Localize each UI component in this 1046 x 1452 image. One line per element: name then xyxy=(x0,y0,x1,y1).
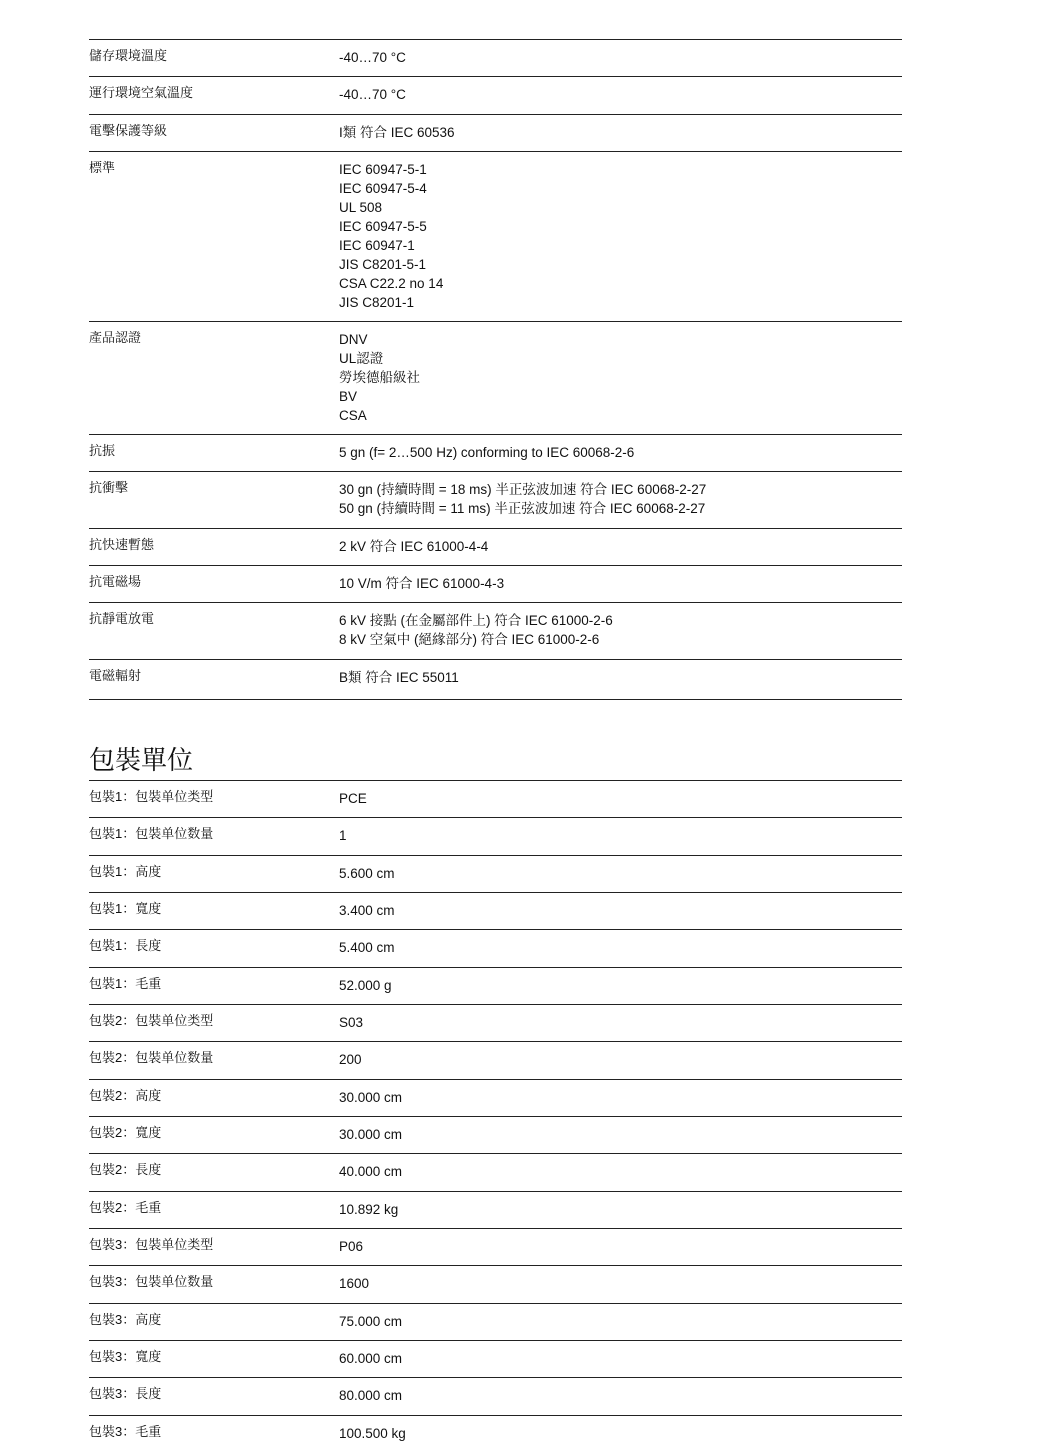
packaging-label: 包裝3：包裝单位类型 xyxy=(89,1236,214,1252)
packaging-label: 包裝2：包裝单位类型 xyxy=(89,1012,214,1028)
spec-value-line: B類 符合 IEC 55011 xyxy=(339,669,459,685)
spec-value xyxy=(339,566,902,602)
packaging-row xyxy=(89,1415,902,1452)
packaging-label: 包裝1：包裝单位数量 xyxy=(89,826,214,842)
packaging-value: 1600 xyxy=(339,1276,370,1292)
spec-value-line: I類 符合 IEC 60536 xyxy=(339,124,455,140)
spec-value-line: JIS C8201-5-1 xyxy=(339,257,427,273)
spec-label: 產品認證 xyxy=(89,329,142,345)
spec-value-line: CSA C22.2 no 14 xyxy=(339,276,444,292)
packaging-row xyxy=(89,1377,902,1414)
spec-row xyxy=(89,39,902,76)
packaging-label: 包裝1：高度 xyxy=(89,863,162,879)
spec-value xyxy=(339,77,902,113)
spec-value-line: DNV xyxy=(339,331,368,347)
packaging-label: 包裝1：包裝单位类型 xyxy=(89,788,214,804)
spec-value-line: IEC 60947-1 xyxy=(339,238,415,254)
spec-value-line: BV xyxy=(339,388,358,404)
spec-label: 標準 xyxy=(89,160,116,176)
packaging-row xyxy=(89,1004,902,1041)
packaging-value: 30.000 cm xyxy=(339,1089,403,1105)
packaging-label: 包裝3：寬度 xyxy=(89,1349,162,1364)
packaging-row xyxy=(89,1191,902,1228)
packaging-row xyxy=(89,1228,902,1265)
spec-value xyxy=(339,472,902,528)
packaging-table xyxy=(89,780,902,1452)
spec-value xyxy=(339,529,902,565)
packaging-label: 包裝3：包裝单位数量 xyxy=(89,1274,214,1290)
spec-label: 抗電磁場 xyxy=(89,573,142,589)
packaging-label: 包裝2：包裝单位数量 xyxy=(89,1050,214,1066)
spec-label: 抗快速暫態 xyxy=(89,536,155,552)
spec-value-line: 10 V/m 符合 IEC 61000-4-3 xyxy=(339,575,505,591)
packaging-row xyxy=(89,1265,902,1302)
spec-row xyxy=(89,76,902,113)
packaging-value: 1 xyxy=(339,828,347,844)
packaging-label: 包裝3：高度 xyxy=(89,1311,162,1327)
packaging-row xyxy=(89,780,902,817)
spec-row xyxy=(89,471,902,528)
spec-label: 電擊保護等級 xyxy=(89,122,168,138)
spec-label: 抗振 xyxy=(89,442,116,458)
spec-value-line: -40…70 °C xyxy=(339,87,406,103)
packaging-value: 200 xyxy=(339,1052,362,1068)
packaging-row xyxy=(89,817,902,854)
packaging-value: 80.000 cm xyxy=(339,1388,403,1404)
spec-value-line: 2 kV 符合 IEC 61000-4-4 xyxy=(339,538,489,554)
spec-value-line: UL 508 xyxy=(339,200,383,216)
spec-value-line: 6 kV 接點 (在金屬部件上) 符合 IEC 61000-2-6 xyxy=(339,613,613,629)
spec-value-line: 8 kV 空氣中 (絕緣部分) 符合 IEC 61000-2-6 xyxy=(339,632,600,648)
spec-row xyxy=(89,602,902,659)
spec-row xyxy=(89,114,902,151)
packaging-row xyxy=(89,1116,902,1153)
spec-row xyxy=(89,151,902,321)
spec-value-line: CSA xyxy=(339,407,367,423)
packaging-value: 5.400 cm xyxy=(339,940,395,956)
packaging-label: 包裝2：毛重 xyxy=(89,1199,162,1215)
spec-value-line: IEC 60947-5-4 xyxy=(339,181,427,197)
packaging-value: 60.000 cm xyxy=(339,1351,403,1366)
packaging-row xyxy=(89,1340,902,1377)
packaging-label: 包裝3：長度 xyxy=(89,1386,162,1402)
spec-value-line: 5 gn (f= 2…500 Hz) conforming to IEC 60068-2-6 xyxy=(339,444,635,460)
packaging-row xyxy=(89,892,902,929)
packaging-label: 包裝1：毛重 xyxy=(89,975,162,991)
packaging-section-heading xyxy=(89,699,902,780)
packaging-value: PCE xyxy=(339,790,367,806)
packaging-label: 包裝2：長度 xyxy=(89,1162,162,1178)
spec-value-line: 30 gn (持續時間 = 18 ms) 半正弦波加速 符合 IEC 60068-2-27 xyxy=(339,482,707,498)
spec-value xyxy=(339,40,902,76)
spec-value xyxy=(339,603,902,659)
packaging-label: 包裝1：長度 xyxy=(89,938,162,954)
packaging-value: S03 xyxy=(339,1014,364,1030)
spec-value-line: JIS C8201-1 xyxy=(339,295,415,311)
spec-row xyxy=(89,565,902,602)
spec-value-line: -40…70 °C xyxy=(339,50,406,65)
spec-value-line: UL認證 xyxy=(339,350,384,366)
spec-label: 運行環境空氣溫度 xyxy=(89,85,194,101)
packaging-row xyxy=(89,1079,902,1116)
spec-value xyxy=(339,660,902,699)
spec-label: 儲存環境溫度 xyxy=(89,48,168,63)
packaging-value: 75.000 cm xyxy=(339,1313,403,1329)
packaging-value: 10.892 kg xyxy=(339,1201,399,1217)
packaging-value: P06 xyxy=(339,1238,364,1254)
spec-value-line: IEC 60947-5-1 xyxy=(339,162,427,178)
packaging-row xyxy=(89,929,902,966)
spec-value xyxy=(339,435,902,471)
packaging-row xyxy=(89,1303,902,1340)
spec-row xyxy=(89,528,902,565)
spec-row xyxy=(89,434,902,471)
spec-value xyxy=(339,115,902,151)
spec-label: 抗靜電放電 xyxy=(89,611,155,627)
packaging-label: 包裝2：高度 xyxy=(89,1087,162,1103)
packaging-label: 包裝1：寬度 xyxy=(89,900,162,916)
packaging-row xyxy=(89,1041,902,1078)
spec-value-line: 勞埃德船級社 xyxy=(339,369,420,385)
packaging-value: 100.500 kg xyxy=(339,1425,406,1441)
spec-table xyxy=(89,39,902,699)
packaging-value: 30.000 cm xyxy=(339,1126,403,1142)
packaging-title: 包裝單位 xyxy=(89,744,194,775)
packaging-row xyxy=(89,967,902,1004)
packaging-value: 5.600 cm xyxy=(339,865,395,881)
packaging-row xyxy=(89,1153,902,1190)
spec-value xyxy=(339,322,902,434)
datasheet-page xyxy=(89,39,902,1452)
packaging-value: 40.000 cm xyxy=(339,1164,403,1180)
spec-label: 抗衝擊 xyxy=(89,480,129,496)
packaging-value: 3.400 cm xyxy=(339,902,395,918)
spec-row xyxy=(89,321,902,434)
spec-value-line: IEC 60947-5-5 xyxy=(339,219,427,235)
packaging-label: 包裝3：毛重 xyxy=(89,1423,162,1439)
spec-value xyxy=(339,152,902,321)
spec-row xyxy=(89,659,902,699)
spec-label: 電磁輻射 xyxy=(89,667,142,683)
spec-value-line: 50 gn (持續時間 = 11 ms) 半正弦波加速 符合 IEC 60068-2-27 xyxy=(339,501,706,517)
packaging-value: 52.000 g xyxy=(339,977,392,993)
packaging-row xyxy=(89,855,902,892)
packaging-label: 包裝2：寬度 xyxy=(89,1124,162,1140)
